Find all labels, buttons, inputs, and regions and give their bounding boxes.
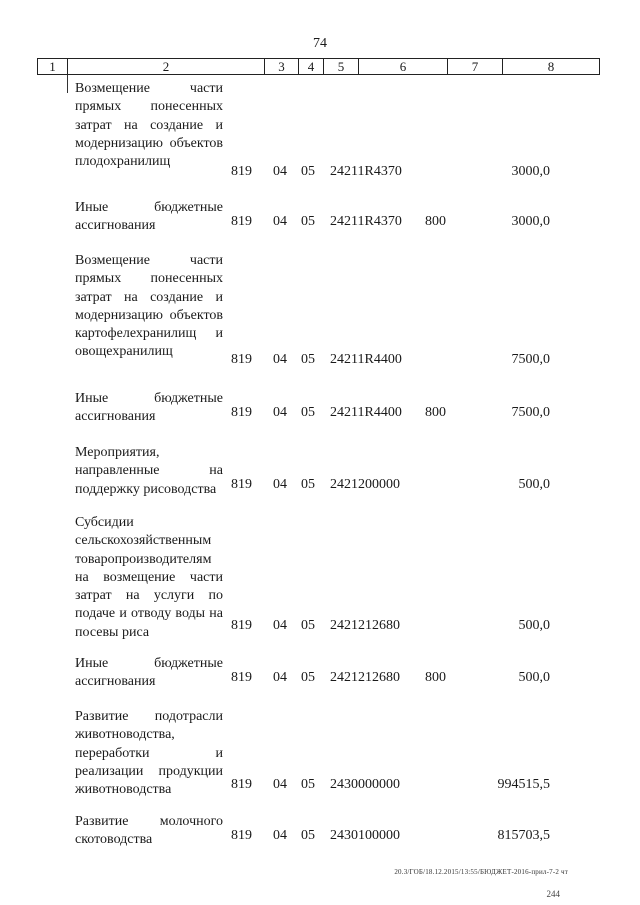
cell-col-3: 819 xyxy=(231,670,252,685)
cell-col-4: 04 xyxy=(273,670,287,685)
row-description: Развитие подотрасли животноводства, переработки и реализации продукции животноводства xyxy=(75,709,223,798)
header-col-1: 1 xyxy=(38,59,68,74)
cell-col-3: 819 xyxy=(231,777,252,792)
cell-col-6: 2421212680 xyxy=(330,618,400,633)
page-number: 74 xyxy=(313,36,327,51)
cell-col-6: 2430100000 xyxy=(330,828,400,843)
cell-col-6: 24211R4370 xyxy=(330,164,402,179)
cell-col-8: 500,0 xyxy=(518,618,550,633)
cell-col-7: 800 xyxy=(425,214,446,229)
header-col-4: 4 xyxy=(299,59,324,74)
cell-col-6: 24211R4370 xyxy=(330,214,402,229)
cell-col-3: 819 xyxy=(231,164,252,179)
row-description: Мероприятия, направленные на поддержку рисоводства xyxy=(75,445,223,497)
cell-col-5: 05 xyxy=(301,670,315,685)
header-col-3: 3 xyxy=(265,59,299,74)
cell-col-6: 2421212680 xyxy=(330,670,400,685)
cell-col-6: 24211R4400 xyxy=(330,405,402,420)
cell-col-8: 994515,5 xyxy=(497,777,550,792)
header-col-6: 6 xyxy=(359,59,448,74)
footer-page-mark: 244 xyxy=(546,889,560,899)
cell-col-3: 819 xyxy=(231,352,252,367)
cell-col-3: 819 xyxy=(231,828,252,843)
row-description: Иные бюджетные ассигнования xyxy=(75,391,223,425)
row-description: Возмещение части прямых понесенных затрат на создание и модернизацию объектов плодохранилищ xyxy=(75,81,223,170)
cell-col-3: 819 xyxy=(231,618,252,633)
cell-col-8: 3000,0 xyxy=(511,164,550,179)
row-description: Субсидии сельскохозяйственным товаропроизводителям на возмещение части затрат на услуги по подаче и отводу воды на посевы риса xyxy=(75,515,223,640)
header-col-5: 5 xyxy=(324,59,359,74)
row-description: Развитие молочного скотоводства xyxy=(75,814,223,848)
cell-col-3: 819 xyxy=(231,477,252,492)
cell-col-4: 04 xyxy=(273,777,287,792)
cell-col-4: 04 xyxy=(273,214,287,229)
cell-col-5: 05 xyxy=(301,777,315,792)
row-description: Иные бюджетные ассигнования xyxy=(75,200,223,234)
cell-col-3: 819 xyxy=(231,214,252,229)
cell-col-8: 500,0 xyxy=(518,670,550,685)
row-description: Иные бюджетные ассигнования xyxy=(75,656,223,690)
cell-col-8: 3000,0 xyxy=(511,214,550,229)
cell-col-5: 05 xyxy=(301,405,315,420)
header-col-2: 2 xyxy=(68,59,265,74)
footer-file-label: 20.3/ГОБ/18.12.2015/13:55/БЮДЖЕТ-2016-прил-7-2 чт xyxy=(394,868,568,876)
table-header xyxy=(37,58,600,75)
row-description: Возмещение части прямых понесенных затрат на создание и модернизацию объектов картофелехранилищ и овощехранилищ xyxy=(75,253,223,360)
header-col-7: 7 xyxy=(448,59,503,74)
cell-col-5: 05 xyxy=(301,214,315,229)
cell-col-3: 819 xyxy=(231,405,252,420)
cell-col-6: 24211R4400 xyxy=(330,352,402,367)
header-col-8: 8 xyxy=(547,59,555,74)
cell-col-6: 2421200000 xyxy=(330,477,400,492)
cell-col-8: 7500,0 xyxy=(511,352,550,367)
cell-col-4: 04 xyxy=(273,352,287,367)
cell-col-5: 05 xyxy=(301,352,315,367)
cell-col-5: 05 xyxy=(301,618,315,633)
cell-col-5: 05 xyxy=(301,164,315,179)
cell-col-4: 04 xyxy=(273,828,287,843)
cell-col-8: 500,0 xyxy=(518,477,550,492)
cell-col-7: 800 xyxy=(425,405,446,420)
cell-col-4: 04 xyxy=(273,164,287,179)
cell-col-4: 04 xyxy=(273,618,287,633)
column-divider xyxy=(67,75,68,93)
cell-col-5: 05 xyxy=(301,828,315,843)
cell-col-8: 7500,0 xyxy=(511,405,550,420)
cell-col-7: 800 xyxy=(425,670,446,685)
cell-col-4: 04 xyxy=(273,477,287,492)
cell-col-6: 2430000000 xyxy=(330,777,400,792)
cell-col-5: 05 xyxy=(301,477,315,492)
cell-col-8: 815703,5 xyxy=(497,828,550,843)
cell-col-4: 04 xyxy=(273,405,287,420)
